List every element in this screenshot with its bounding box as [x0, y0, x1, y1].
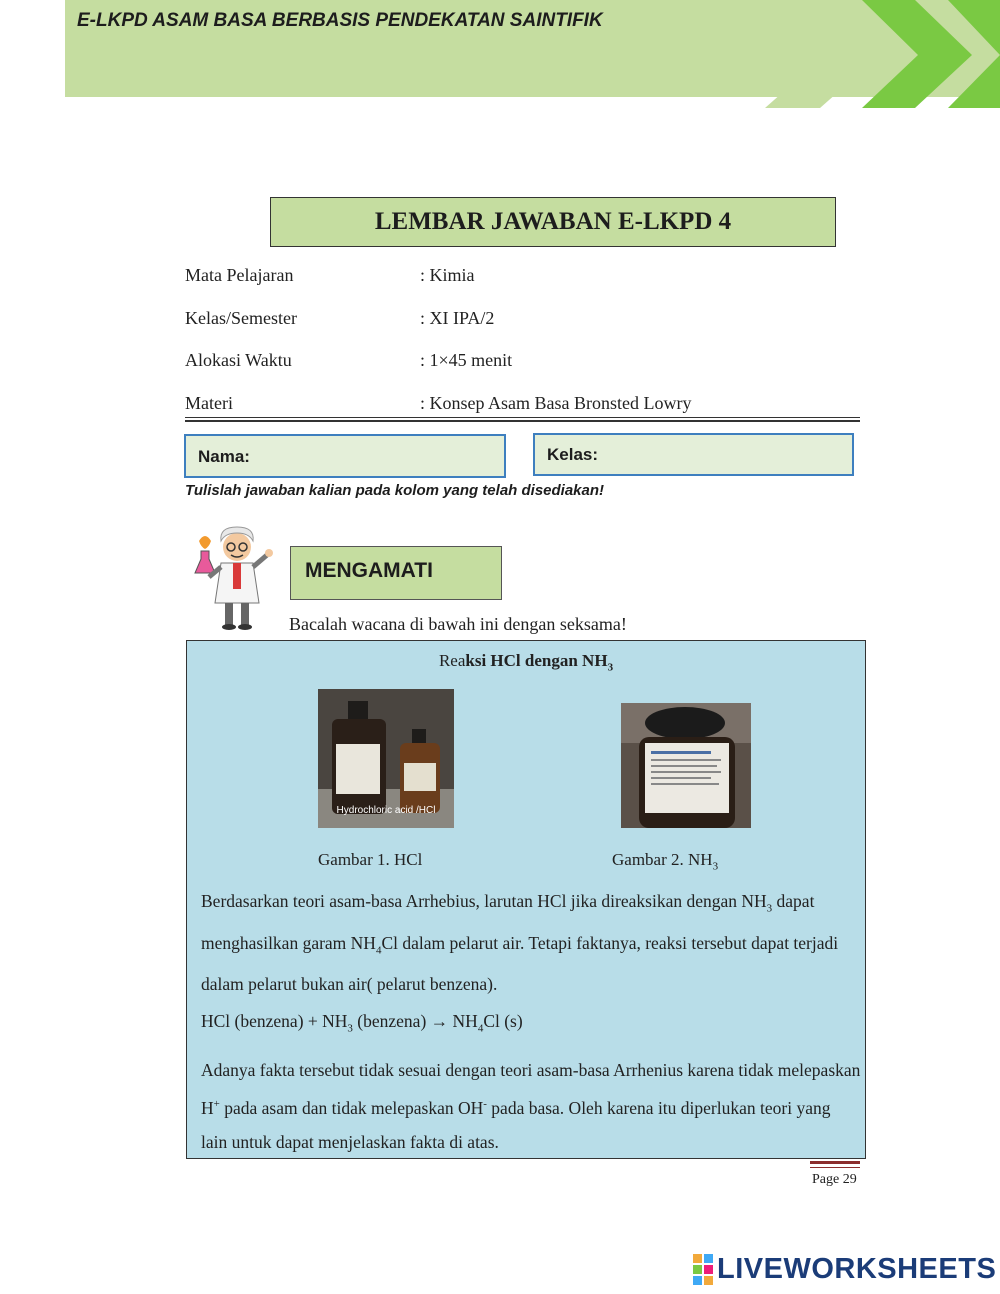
page-number: Page 29: [812, 1172, 857, 1187]
kelas-field[interactable]: [533, 433, 854, 476]
panel-title-sub: 3: [607, 661, 614, 674]
eq-part-b: (benzena) → NH: [352, 1011, 478, 1031]
panel-title: [187, 651, 865, 673]
p1-part-a: Berdasarkan teori asam-basa Arrhebius, larutan HCl jika direaksikan dengan NH: [201, 891, 767, 911]
nh3-photo: [621, 703, 751, 828]
divider: [185, 420, 860, 422]
equation: [201, 1004, 861, 1046]
info-value: : Konsep Asam Basa Bronsted Lowry: [420, 393, 692, 413]
liveworksheets-grid-icon: [693, 1254, 713, 1285]
info-label: Materi: [185, 393, 233, 413]
scientist-illustration-icon: [185, 523, 289, 633]
p1-part-b: dapat menghasilkan garam NH: [201, 891, 815, 953]
sheet-title: LEMBAR JAWABAN E-LKPD 4: [270, 197, 836, 247]
section-title: MENGAMATI: [290, 546, 502, 600]
page-rule: [810, 1167, 860, 1168]
page-rule: [810, 1161, 860, 1164]
caption-nh3-sub: 3: [712, 860, 719, 873]
kelas-label: Kelas:: [547, 445, 599, 464]
info-value: : XI IPA/2: [420, 308, 495, 328]
eq-part-a: HCl (benzena) + NH: [201, 1011, 348, 1031]
reading-panel: [186, 640, 866, 1159]
info-value: : Kimia: [420, 265, 475, 285]
nama-label: Nama:: [198, 447, 250, 466]
panel-title-bold: ksi HCl dengan NH: [465, 651, 608, 670]
caption-nh3: [612, 850, 718, 872]
divider: [185, 417, 860, 418]
p2-sup-a: +: [213, 1098, 220, 1110]
eq-sub-b: 4: [477, 1022, 484, 1035]
liveworksheets-logo[interactable]: [693, 1253, 996, 1286]
p1-sub-b: 4: [375, 944, 382, 956]
chevron-1-icon: [765, 0, 880, 108]
caption-hcl: Gambar 1. HCl: [318, 850, 423, 869]
info-label: Kelas/Semester: [185, 308, 297, 328]
info-label: Alokasi Waktu: [185, 350, 292, 370]
read-prompt: Bacalah wacana di bawah ini dengan seksama!: [289, 614, 627, 634]
header-title: E-LKPD ASAM BASA BERBASIS PENDEKATAN SAINTIFIK: [77, 10, 603, 31]
p2-part-c: pada basa. Oleh karena itu diperlukan teori yang lain untuk dapat menjelaskan fakta di atas.: [201, 1097, 831, 1152]
caption-nh3-main: Gambar 2. NH: [612, 850, 713, 869]
chevron-arrows-icon: [0, 0, 1000, 110]
p1-part-c: Cl dalam pelarut air. Tetapi faktanya, reaksi tersebut dapat terjadi dalam pelarut bukan air( pelarut benzena).: [201, 932, 839, 994]
paragraph-1: [201, 884, 861, 1001]
info-label: Mata Pelajaran: [185, 265, 294, 285]
panel-title-plain: Rea: [438, 651, 466, 670]
liveworksheets-text: LIVEWORKSHEETS: [717, 1253, 997, 1285]
paragraph-2: [201, 1053, 861, 1159]
p2-part-a: Adanya fakta tersebut tidak sesuai dengan teori asam-basa Arrhenius karena tidak melepaskan H: [201, 1060, 861, 1118]
eq-sub-a: 3: [347, 1022, 353, 1035]
p2-sup-b: -: [483, 1098, 487, 1110]
p1-sub-a: 3: [766, 902, 773, 915]
instruction-text: Tulislah jawaban kalian pada kolom yang telah disediakan!: [185, 482, 605, 499]
nama-field[interactable]: [184, 434, 506, 478]
hcl-photo-label: Hydrochloric acid /HCl: [336, 805, 436, 816]
p2-part-b: pada asam dan tidak melepaskan OH: [219, 1097, 484, 1118]
info-value: : 1×45 menit: [420, 350, 513, 370]
eq-part-c: Cl (s): [483, 1011, 523, 1031]
hcl-photo: [318, 689, 454, 828]
